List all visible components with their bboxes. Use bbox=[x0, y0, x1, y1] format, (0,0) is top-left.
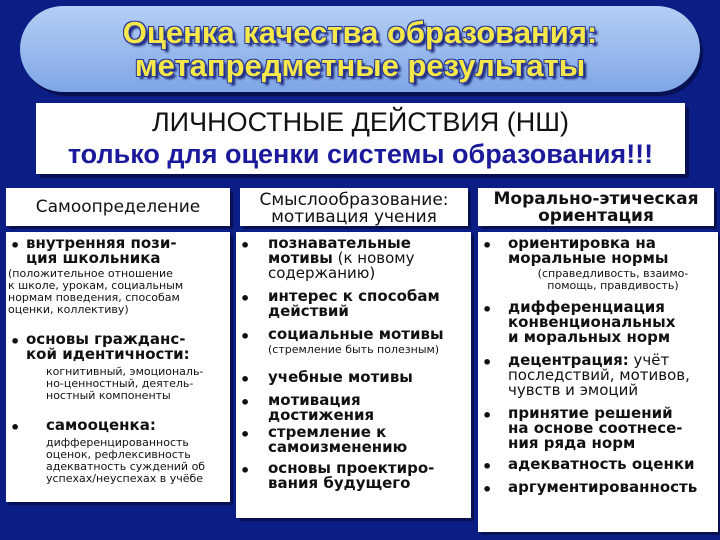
item-detail-line: помощь, правдивость) bbox=[547, 279, 679, 292]
item-main-line: познавательные bbox=[268, 234, 411, 252]
item-main-line: и моральных норм bbox=[508, 328, 671, 346]
list-item bbox=[478, 478, 718, 499]
column-header-text: мотивация учения bbox=[271, 207, 437, 227]
item-main-line: чувств и эмоций bbox=[508, 381, 639, 399]
list-item bbox=[6, 332, 230, 362]
item-detail-line: (положительное отношение bbox=[8, 267, 173, 280]
bullet-icon: • bbox=[482, 353, 493, 372]
item-main-line: последствий, мотивов, bbox=[508, 366, 690, 384]
column-header-text: ориентация bbox=[538, 206, 654, 226]
item-main bbox=[268, 289, 471, 319]
item-detail-line: дифференцированность bbox=[46, 436, 189, 449]
item-main-line: самооценка: bbox=[46, 416, 156, 434]
bullet-icon: • bbox=[240, 289, 251, 308]
list-item bbox=[478, 455, 718, 476]
list-item bbox=[6, 416, 230, 437]
bullet-icon: • bbox=[482, 480, 493, 499]
subtitle-line-2: только для оценки системы образования!!! bbox=[67, 139, 654, 169]
item-main-line: аргументированность bbox=[508, 478, 698, 496]
list-item bbox=[236, 425, 471, 455]
column-header-moral-ethical bbox=[478, 188, 714, 226]
item-detail-line: но-ценностный, деятель- bbox=[46, 377, 194, 390]
item-light-text: (к новому bbox=[332, 249, 415, 267]
item-main-line: адекватность оценки bbox=[508, 455, 695, 473]
item-main-line: основы проектиро- bbox=[268, 459, 435, 477]
title-line-1: Оценка качества образования: bbox=[122, 15, 598, 50]
item-main-line: дифференциация bbox=[508, 298, 665, 316]
item-main bbox=[26, 418, 230, 433]
bullet-icon: • bbox=[240, 370, 251, 389]
list-item bbox=[236, 289, 471, 319]
bullet-icon: • bbox=[10, 236, 21, 255]
item-main-line: достижения bbox=[268, 406, 375, 424]
column-header-text: Смыслообразование: bbox=[259, 190, 449, 210]
list-item bbox=[236, 327, 471, 356]
column-header-meaning-formation bbox=[240, 188, 468, 226]
item-main bbox=[268, 461, 471, 491]
title-line-2: метапредметные результаты bbox=[134, 48, 586, 83]
column-header-text: Морально-этическая bbox=[493, 189, 699, 209]
item-main-line: интерес к способам bbox=[268, 287, 440, 305]
list-item bbox=[236, 368, 471, 389]
item-main-text: децентрация: bbox=[508, 351, 629, 369]
item-main bbox=[268, 425, 471, 455]
item-detail-line: ностный компоненты bbox=[46, 389, 171, 402]
item-detail-line: (справедливость, взаимо- bbox=[537, 267, 689, 280]
column-moral-ethical bbox=[478, 232, 718, 532]
item-main bbox=[268, 393, 471, 423]
title-banner bbox=[20, 6, 700, 92]
column-self-determination bbox=[6, 232, 230, 502]
bullet-icon: • bbox=[482, 236, 493, 255]
item-main-line: ориентировка на bbox=[508, 234, 656, 252]
item-main-line: внутренняя пози- bbox=[26, 234, 177, 252]
item-main-line: социальные мотивы bbox=[268, 325, 444, 343]
list-item bbox=[6, 236, 230, 266]
item-main bbox=[26, 236, 230, 266]
list-item bbox=[478, 236, 718, 292]
item-main bbox=[508, 300, 718, 345]
list-item bbox=[236, 461, 471, 491]
bullet-icon: • bbox=[240, 393, 251, 412]
item-main-line: вания будущего bbox=[268, 474, 411, 492]
bullet-icon: • bbox=[482, 300, 493, 319]
item-main-line: учебные мотивы bbox=[268, 368, 413, 386]
item-detail bbox=[6, 366, 230, 402]
item-main-line: стремление к bbox=[268, 423, 387, 441]
item-main bbox=[268, 327, 471, 342]
item-detail-line: нормам поведения, способам bbox=[8, 291, 180, 304]
subtitle-box bbox=[36, 103, 685, 174]
item-main-line: действий bbox=[268, 302, 349, 320]
item-light-text: содержанию) bbox=[268, 264, 376, 282]
item-main bbox=[508, 406, 718, 451]
item-main-line: конвенциональных bbox=[508, 313, 676, 331]
item-main-line: кой идентичности: bbox=[26, 345, 190, 363]
bullet-icon: • bbox=[240, 425, 251, 444]
list-item bbox=[478, 353, 718, 398]
bullet-icon: • bbox=[10, 418, 21, 437]
item-detail-line: когнитивный, эмоциональ- bbox=[46, 365, 204, 378]
item-main bbox=[26, 332, 230, 362]
list-item bbox=[478, 300, 718, 345]
bullet-icon: • bbox=[482, 406, 493, 425]
item-main-line: на основе соотнесе- bbox=[508, 419, 683, 437]
item-detail bbox=[508, 268, 718, 292]
item-main bbox=[508, 480, 718, 495]
subtitle-line-1: ЛИЧНОСТНЫЕ ДЕЙСТВИЯ (НШ) bbox=[151, 107, 570, 137]
item-main bbox=[268, 370, 471, 385]
item-main-text: мотивы bbox=[268, 249, 333, 267]
item-detail-line: оценок, рефлексивность bbox=[46, 448, 191, 461]
item-main bbox=[508, 236, 718, 266]
item-main bbox=[268, 236, 471, 281]
item-detail bbox=[6, 268, 230, 316]
list-item bbox=[236, 236, 471, 281]
column-meaning-formation bbox=[236, 232, 471, 518]
item-main-line: моральные нормы bbox=[508, 249, 669, 267]
item-detail-line: адекватность суждений об bbox=[46, 460, 206, 473]
item-main-line: основы гражданс- bbox=[26, 330, 186, 348]
item-detail-line: к школе, урокам, социальным bbox=[8, 279, 184, 292]
item-detail-line: (стремление быть полезным) bbox=[268, 343, 440, 356]
column-header-self-determination bbox=[6, 188, 230, 226]
item-main-line: ния ряда норм bbox=[508, 434, 636, 452]
bullet-icon: • bbox=[482, 457, 493, 476]
bullet-icon: • bbox=[240, 236, 251, 255]
item-detail bbox=[6, 437, 230, 485]
item-detail-line: успехах/неуспехах в учёбе bbox=[46, 472, 204, 485]
item-main-line: мотивация bbox=[268, 391, 361, 409]
item-main-line: самоизменению bbox=[268, 438, 408, 456]
item-detail-line: оценки, коллективу) bbox=[8, 303, 129, 316]
bullet-icon: • bbox=[10, 332, 21, 351]
list-item bbox=[478, 406, 718, 451]
bullet-icon: • bbox=[240, 461, 251, 480]
bullet-icon: • bbox=[240, 327, 251, 346]
item-main bbox=[508, 353, 718, 398]
item-main bbox=[508, 457, 718, 472]
item-light-text: учёт bbox=[628, 351, 670, 369]
item-main-line: принятие решений bbox=[508, 404, 673, 422]
item-detail bbox=[268, 344, 471, 356]
item-main-line: ция школьника bbox=[26, 249, 161, 267]
column-header-text: Самоопределение bbox=[35, 197, 201, 217]
list-item bbox=[236, 393, 471, 423]
